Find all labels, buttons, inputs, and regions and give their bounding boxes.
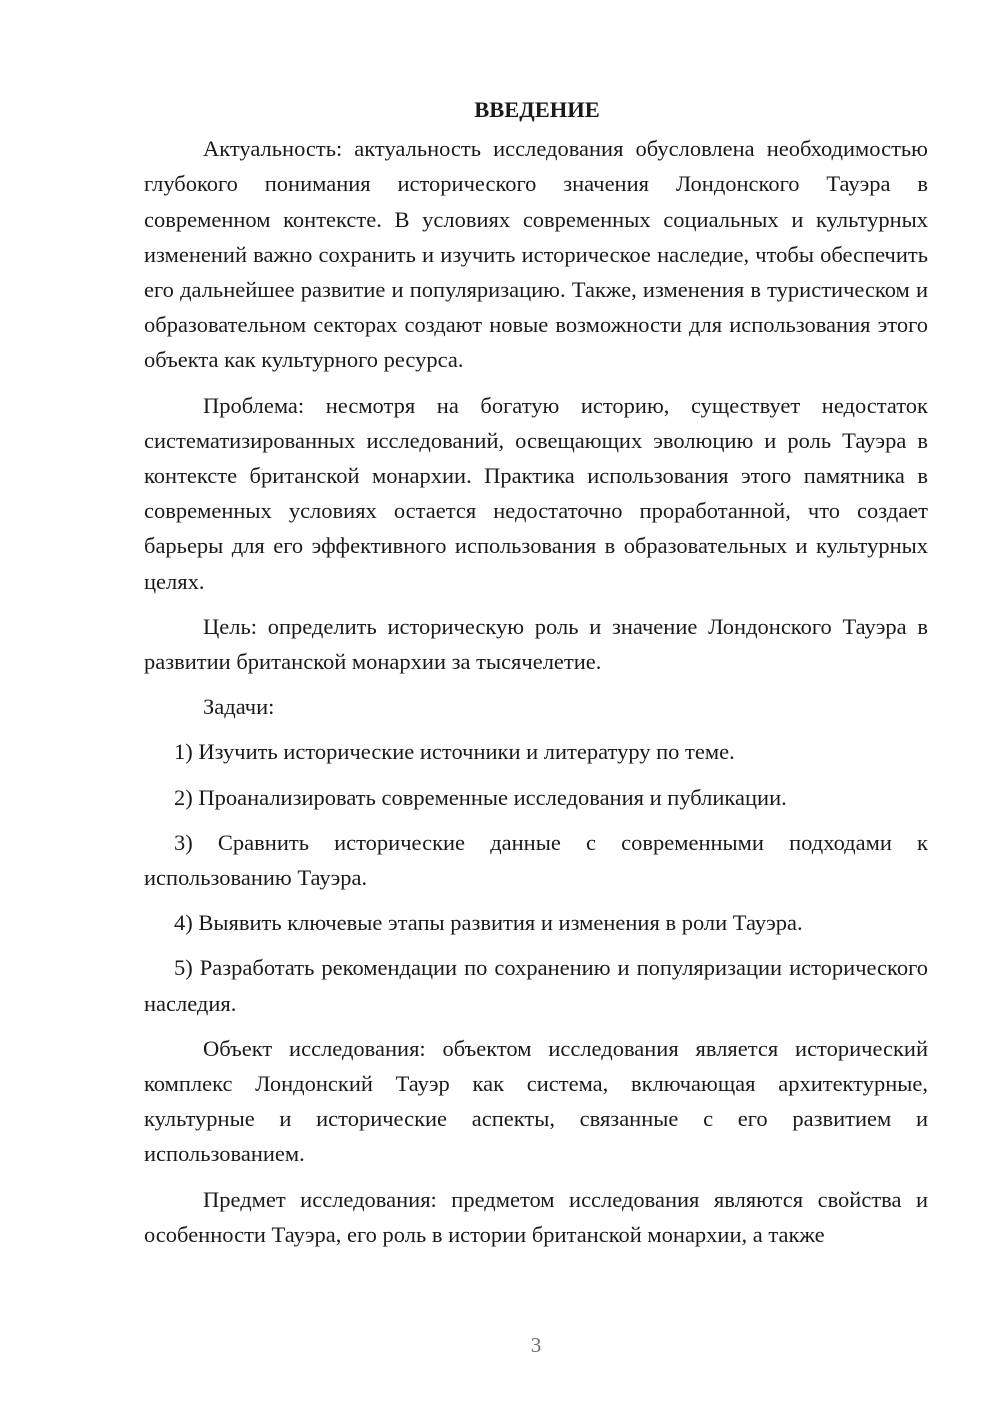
task-item: 2) Проанализировать современные исследования и публикации. [174,784,787,810]
task-item: 3) Сравнить исторические данные с современными подходами к использованию Тауэра. [144,829,928,891]
section-heading: ВВЕДЕНИЕ [474,97,600,122]
task-item: 1) Изучить исторические источники и литературу по теме. [174,739,735,765]
task-item: 5) Разработать рекомендации по сохранению и популяризации исторического наследия. [144,955,928,1016]
page-number: 3 [530,1333,542,1357]
paragraph-subject: Предмет исследования: предметом исследования являются свойства и особенности Тауэра, его роль в истории британской монархии, а также [144,1186,928,1247]
tasks-list [144,734,928,1020]
tasks-label: Задачи: [203,694,275,720]
paragraph-goal: Цель: определить историческую роль и значение Лондонского Тауэра в развитии британской монархии за тысячелетие. [144,613,928,675]
page-body [144,92,928,1262]
task-item: 4) Выявить ключевые этапы развития и изменения в роли Тауэра. [174,910,803,936]
paragraph-object: Объект исследования: объектом исследования является исторический комплекс Лондонский Тауэр как система, включающая архитектурные, культурные и исторические аспекты, связанные с его развитием и использованием. [144,1035,928,1167]
paragraph-relevance: Актуальность: актуальность исследования обусловлена необходимостью глубокого понимания исторического значения Лондонского Тауэра в современном контексте. В условиях современных социальных и культурных изменений важно сохранить и изучить историческое наследие, чтобы обеспечить его дальнейшее развитие и популяризацию. Также, изменения в туристическом и образовательном секторах создают новые возможности для использования этого объекта как культурного ресурса. [144,136,928,373]
paragraph-problem: Проблема: несмотря на богатую историю, существует недостаток систематизированных исследований, освещающих эволюцию и роль Тауэра в контексте британской монархии. Практика использования этого памятника в современных условиях остается недостаточно проработанной, что создает барьеры для его эффективного использования в образовательных и культурных целях. [144,392,928,594]
